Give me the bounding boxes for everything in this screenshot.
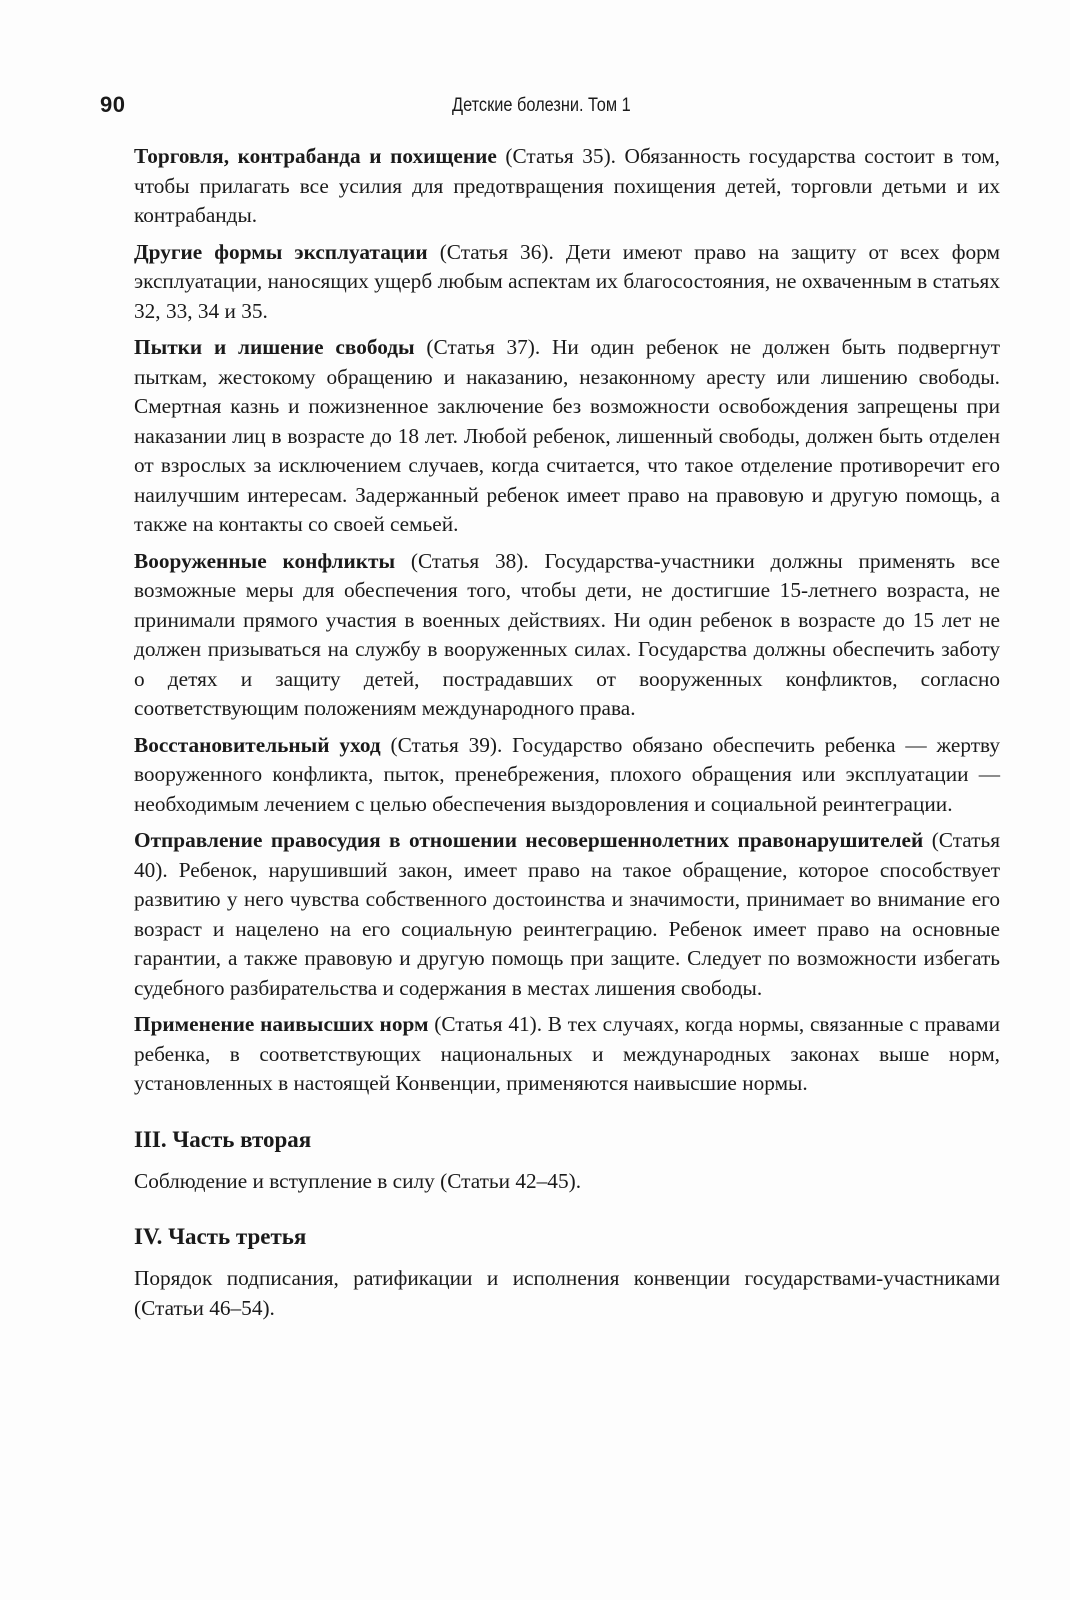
article-term: Другие формы эксплуатации (134, 239, 428, 264)
article-text: (Статья 41). В тех случаях, когда нормы, связанные с правами ребенка, в соответствующих национальных и международных законах выше норм, установленных в настоящей Конвенции, применяются наивысшие нормы. (134, 1012, 1000, 1095)
page-body (134, 142, 1000, 1323)
article-term: Отправление правосудия в отношении несовершеннолетних правонарушителей (134, 828, 924, 852)
article-text: (Статья 36). Дети имеют право на защиту от всех форм эксплуатации, наносящих ущерб любым аспектам их благосостояния, не охваченным в статьях 32, 33, 34 и 35. (134, 239, 1000, 323)
article-text: (Статья 38). Государства-участники должны применять все возможные меры для обеспечения того, чтобы дети, не достигшие 15-летнего возраста, не принимали прямого участия в военных действиях. Ни один ребенок в возрасте до 15 лет не должен призываться на службу в вооруженных силах. Государства должны обеспечить заботу о детях и защиту детей, пострадавших от вооруженных конфликтов, согласно соответствующим положениям международного права. (134, 548, 1000, 720)
article-41-paragraph (134, 1010, 1000, 1099)
article-40-paragraph (134, 826, 1000, 1003)
section-heading-part-three: IV. Часть третья (134, 1224, 307, 1249)
article-text: (Статья 37). Ни один ребенок не должен быть подвергнут пыткам, жестокому обращению и наказанию, незаконному аресту или лишению свободы. Смертная казнь и пожизненное заключение без возможности освобождения запрещены при наказании лиц в возрасте до 18 лет. Любой ребенок, лишенный свободы, должен быть отделен от взрослых за исключением случаев, когда считается, что такое отделение противоречит его наилучшим интересам. Задержанный ребенок имеет право на правовую и другую помощь, а также на контакты со своей семьей. (134, 335, 1000, 536)
section-text-part-three: Порядок подписания, ратификации и исполнения конвенции государствами-участниками (Статьи 46–54). (134, 1266, 1000, 1320)
running-header (100, 92, 1000, 122)
article-term: Вооруженные конфликты (134, 548, 396, 573)
article-text: (Статья 35). Обязанность государства состоит в том, чтобы прилагать все усилия для предотвращения похищения детей, торговли детьми и их контрабанды. (134, 144, 1000, 227)
article-38-paragraph (134, 547, 1000, 724)
article-term: Восстановительный уход (134, 732, 381, 757)
article-39-paragraph (134, 731, 1000, 820)
article-text: (Статья 40). Ребенок, нарушивший закон, имеет право на такое обращение, которое способствует развитию у него чувства собственного достоинства и значимости, принимает во внимание его возраст и нацелено на его социальную реинтеграцию. Ребенок имеет право на основные гарантии, а также правовую и другую помощь при защите. Следует по возможности избегать судебного разбирательства и содержания в местах лишения свободы. (134, 828, 1000, 1000)
section-text-part-two: Соблюдение и вступление в силу (Статьи 42–45). (134, 1168, 582, 1193)
article-term: Торговля, контрабанда и похищение (134, 144, 497, 168)
article-term: Пытки и лишение свободы (134, 335, 415, 359)
section-heading-part-two: III. Часть вторая (134, 1126, 312, 1152)
article-35-paragraph (134, 142, 1000, 231)
page-number: 90 (100, 92, 126, 117)
book-title: Детские болезни. Том 1 (452, 95, 631, 116)
article-37-paragraph (134, 333, 1000, 540)
article-term: Применение наивысших норм (134, 1012, 429, 1036)
article-text: (Статья 39). Государство обязано обеспечить ребенка — жертву вооруженного конфликта, пыток, пренебрежения, плохого обращения или эксплуатации — необходимым лечением с целью обеспечения выздоровления и социальной реинтеграции. (134, 732, 1001, 816)
article-36-paragraph (134, 238, 1000, 327)
